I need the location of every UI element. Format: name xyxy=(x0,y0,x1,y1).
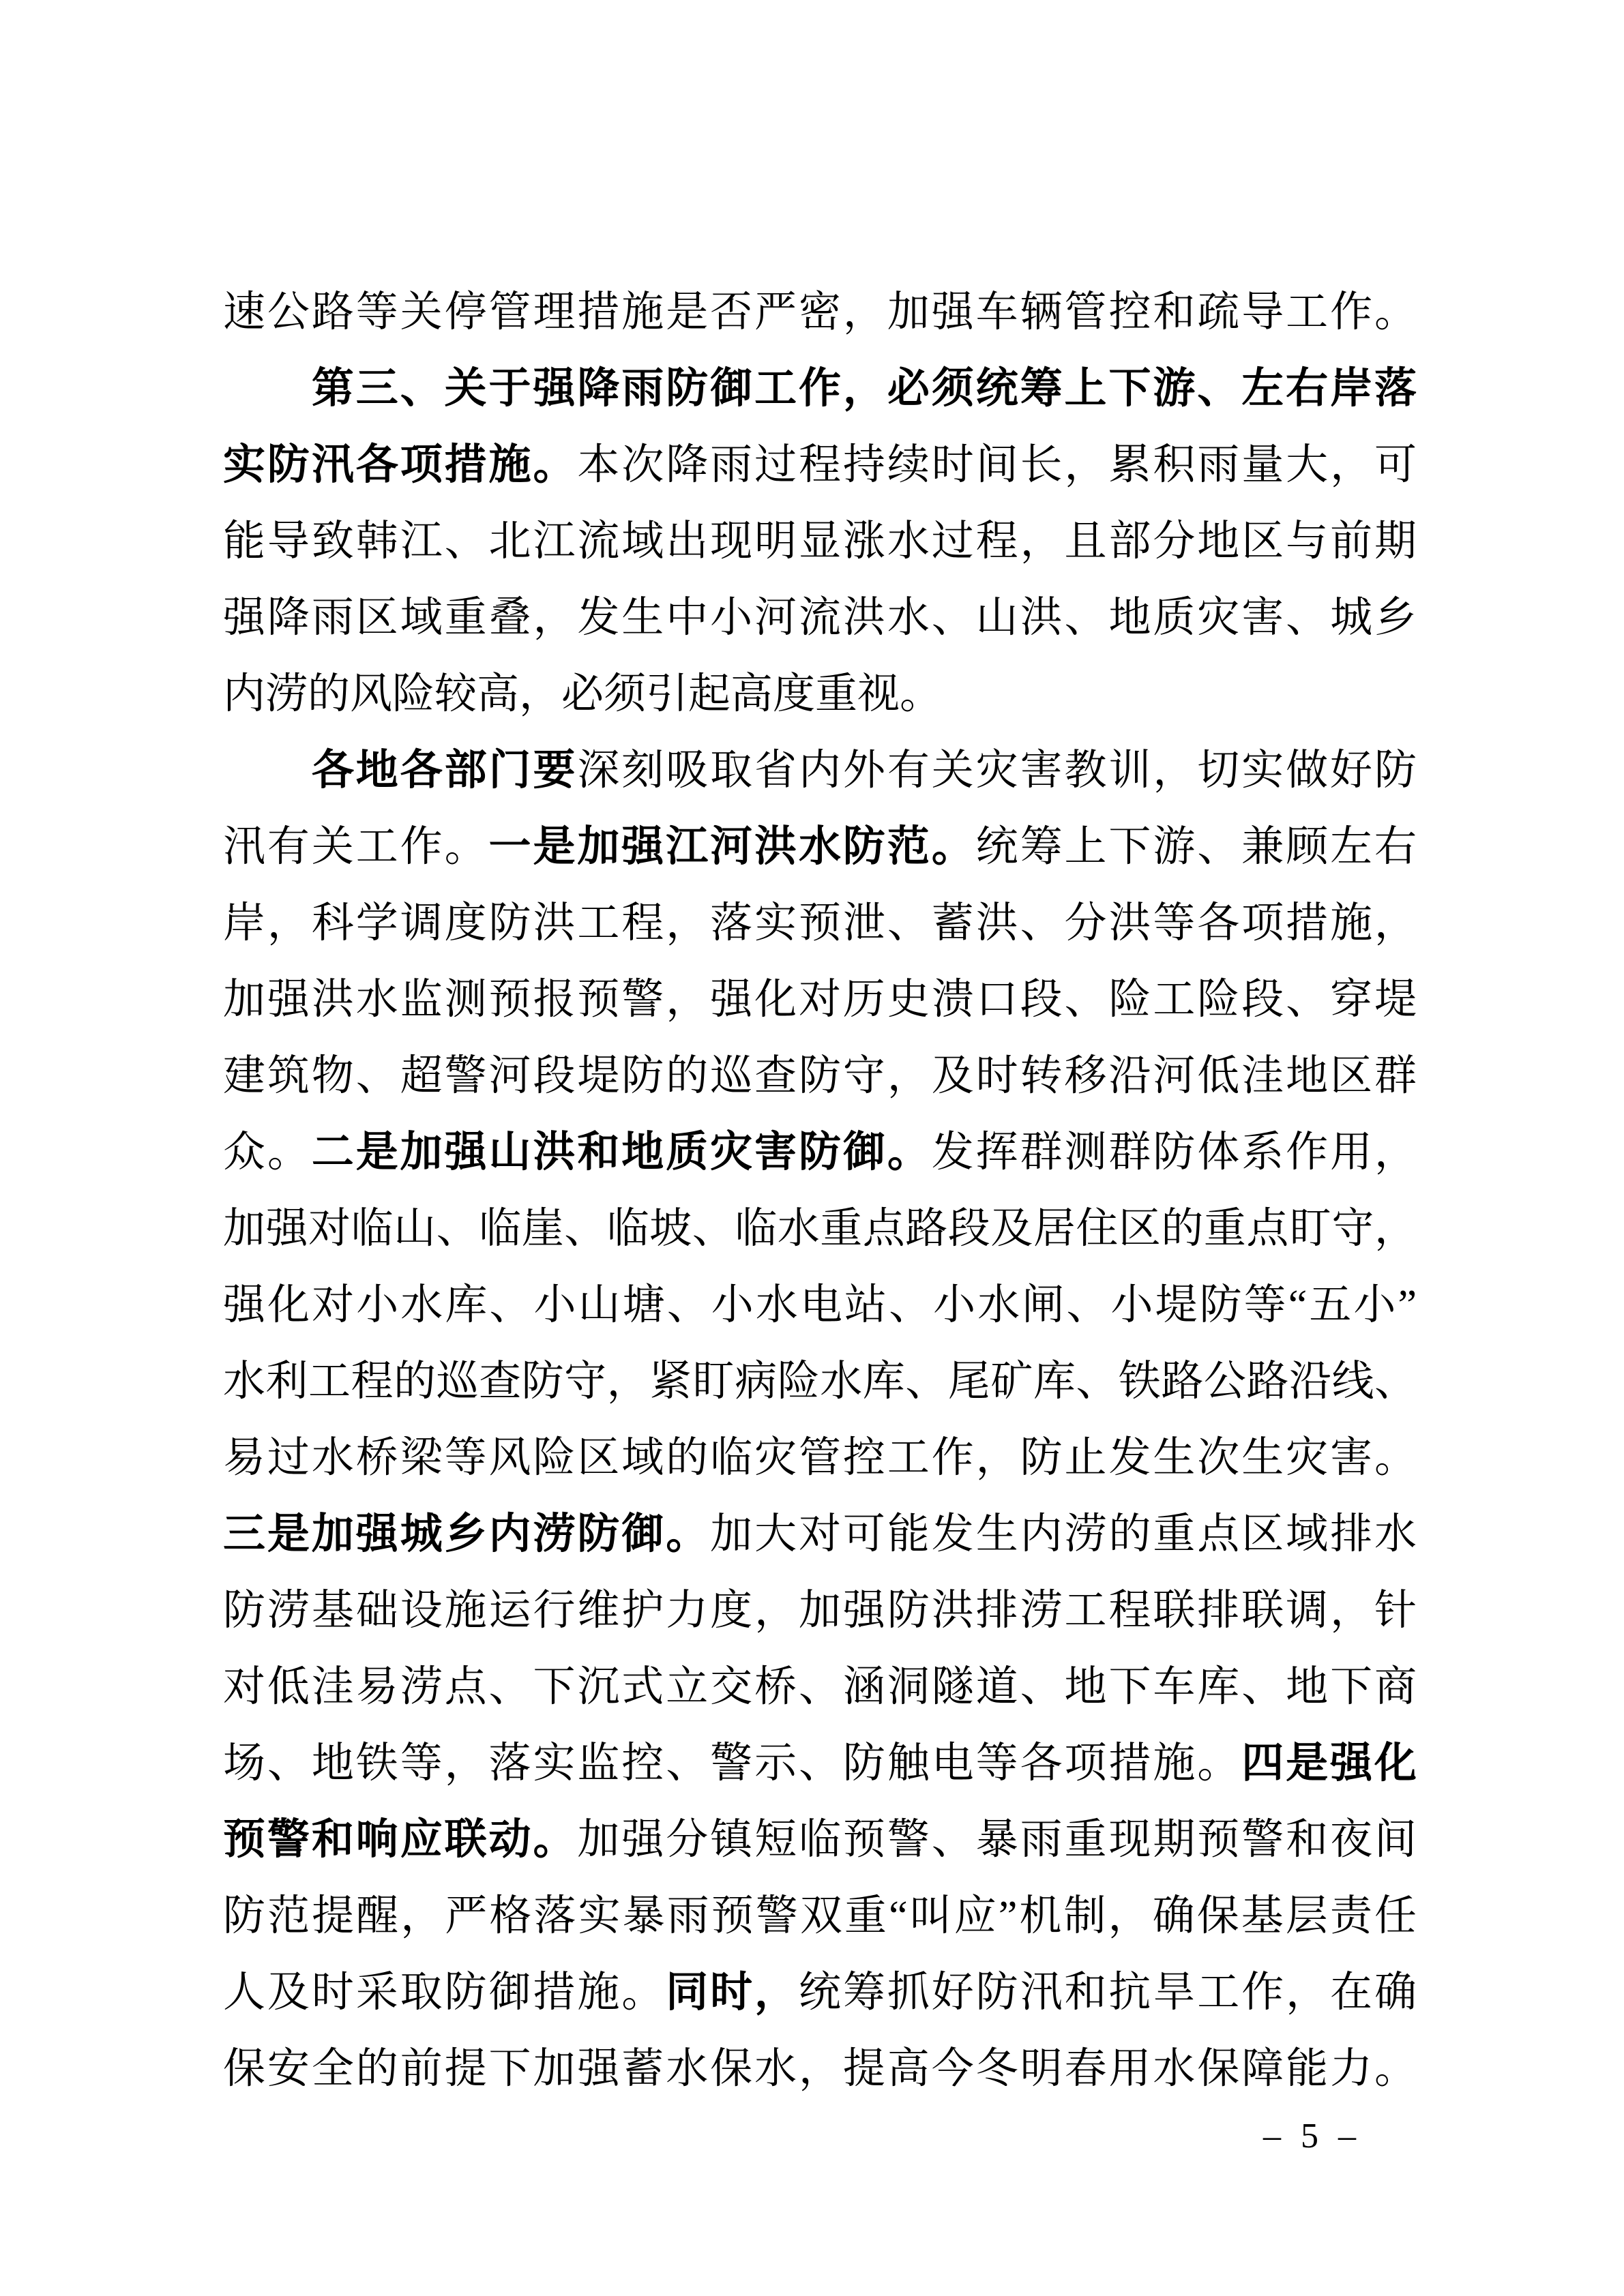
document-line xyxy=(223,427,1417,503)
document-line xyxy=(223,580,1417,656)
text-segment: 深刻吸取省内外有关灾害教训，切实做好防 xyxy=(577,747,1417,794)
document-line xyxy=(223,1572,1417,1649)
text-segment xyxy=(223,366,312,412)
document-line xyxy=(223,1725,1417,1802)
bold-text-segment: 实防汛各项措施。 xyxy=(223,442,578,488)
document-body xyxy=(223,274,1417,2107)
page-number: – 5 – xyxy=(1263,2117,1361,2156)
text-segment: 加强对临山、临崖、临坡、临水重点路段及居住区的重点盯守， xyxy=(223,1206,1417,1252)
text-segment: 防涝基础设施运行维护力度，加强防洪排涝工程联排联调，针 xyxy=(223,1587,1417,1634)
document-line xyxy=(223,1343,1417,1420)
document-line xyxy=(223,503,1417,580)
text-segment: 统筹上下游、兼顾左右 xyxy=(975,824,1417,870)
text-segment: 汛有关工作。 xyxy=(223,824,489,870)
text-segment: 本次降雨过程持续时间长，累积雨量大，可 xyxy=(577,442,1417,488)
document-line xyxy=(223,1649,1417,1725)
bold-text-segment: 三是加强城乡内涝防御。 xyxy=(223,1511,711,1557)
document-line xyxy=(223,1038,1417,1114)
text-segment: 统筹抓好防汛和抗旱工作，在确 xyxy=(798,1969,1417,2016)
text-segment: 能导致韩江、北江流域出现明显涨水过程，且部分地区与前期 xyxy=(223,518,1417,565)
text-segment: 加强洪水监测预报预警，强化对历史溃口段、险工险段、穿堤 xyxy=(223,976,1417,1023)
document-line xyxy=(223,809,1417,885)
text-segment: 场、地铁等，落实监控、警示、防触电等各项措施。 xyxy=(223,1740,1242,1787)
text-segment: 强化对小水库、小山塘、小水电站、小水闸、小堤防等“五小” xyxy=(223,1282,1417,1328)
document-line xyxy=(223,2031,1417,2107)
document-line xyxy=(223,1878,1417,1954)
text-segment: 强降雨区域重叠，发生中小河流洪水、山洪、地质灾害、城乡 xyxy=(223,595,1417,641)
document-line xyxy=(223,1114,1417,1191)
text-segment: 岸，科学调度防洪工程，落实预泄、蓄洪、分洪等各项措施， xyxy=(223,900,1417,946)
document-line xyxy=(223,351,1417,427)
text-segment: 加强分镇短临预警、暴雨重现期预警和夜间 xyxy=(577,1817,1417,1863)
document-line xyxy=(223,1802,1417,1878)
text-segment: 建筑物、超警河段堤防的巡查防守，及时转移沿河低洼地区群 xyxy=(223,1053,1417,1099)
document-line xyxy=(223,732,1417,809)
text-segment: 防范提醒，严格落实暴雨预警双重“叫应”机制，确保基层责任 xyxy=(223,1893,1417,1939)
document-line xyxy=(223,274,1417,351)
document-line xyxy=(223,1267,1417,1343)
document-line xyxy=(223,1496,1417,1572)
text-segment: 速公路等关停管理措施是否严密，加强车辆管控和疏导工作。 xyxy=(223,289,1417,336)
document-line xyxy=(223,1420,1417,1496)
text-segment: 保安全的前提下加强蓄水保水，提高今冬明春用水保障能力。 xyxy=(223,2046,1417,2092)
text-segment: 对低洼易涝点、下沉式立交桥、涵洞隧道、地下车库、地下商 xyxy=(223,1664,1417,1710)
document-line xyxy=(223,656,1417,732)
text-segment xyxy=(223,747,312,794)
document-line xyxy=(223,1191,1417,1267)
text-segment: 内涝的风险较高，必须引起高度重视。 xyxy=(223,671,943,717)
document-line xyxy=(223,961,1417,1038)
bold-text-segment: 各地各部门要 xyxy=(311,747,578,794)
text-segment: 易过水桥梁等风险区域的临灾管控工作，防止发生次生灾害。 xyxy=(223,1435,1417,1481)
text-segment: 众。 xyxy=(223,1129,312,1176)
text-segment: 发挥群测群防体系作用， xyxy=(931,1129,1417,1176)
bold-text-segment: 第三、关于强降雨防御工作，必须统筹上下游、左右岸落 xyxy=(311,366,1417,412)
document-line xyxy=(223,885,1417,961)
text-segment: 人及时采取防御措施。 xyxy=(223,1969,666,2016)
bold-text-segment: 同时， xyxy=(666,1969,799,2016)
document-line xyxy=(223,1954,1417,2031)
text-segment: 加大对可能发生内涝的重点区域排水 xyxy=(710,1511,1417,1557)
bold-text-segment: 四是强化 xyxy=(1241,1740,1417,1787)
text-segment: 水利工程的巡查防守，紧盯病险水库、尾矿库、铁路公路沿线、 xyxy=(223,1358,1417,1405)
bold-text-segment: 二是加强山洪和地质灾害防御。 xyxy=(311,1129,932,1176)
bold-text-segment: 一是加强江河洪水防范。 xyxy=(488,824,976,870)
bold-text-segment: 预警和响应联动。 xyxy=(223,1817,578,1863)
